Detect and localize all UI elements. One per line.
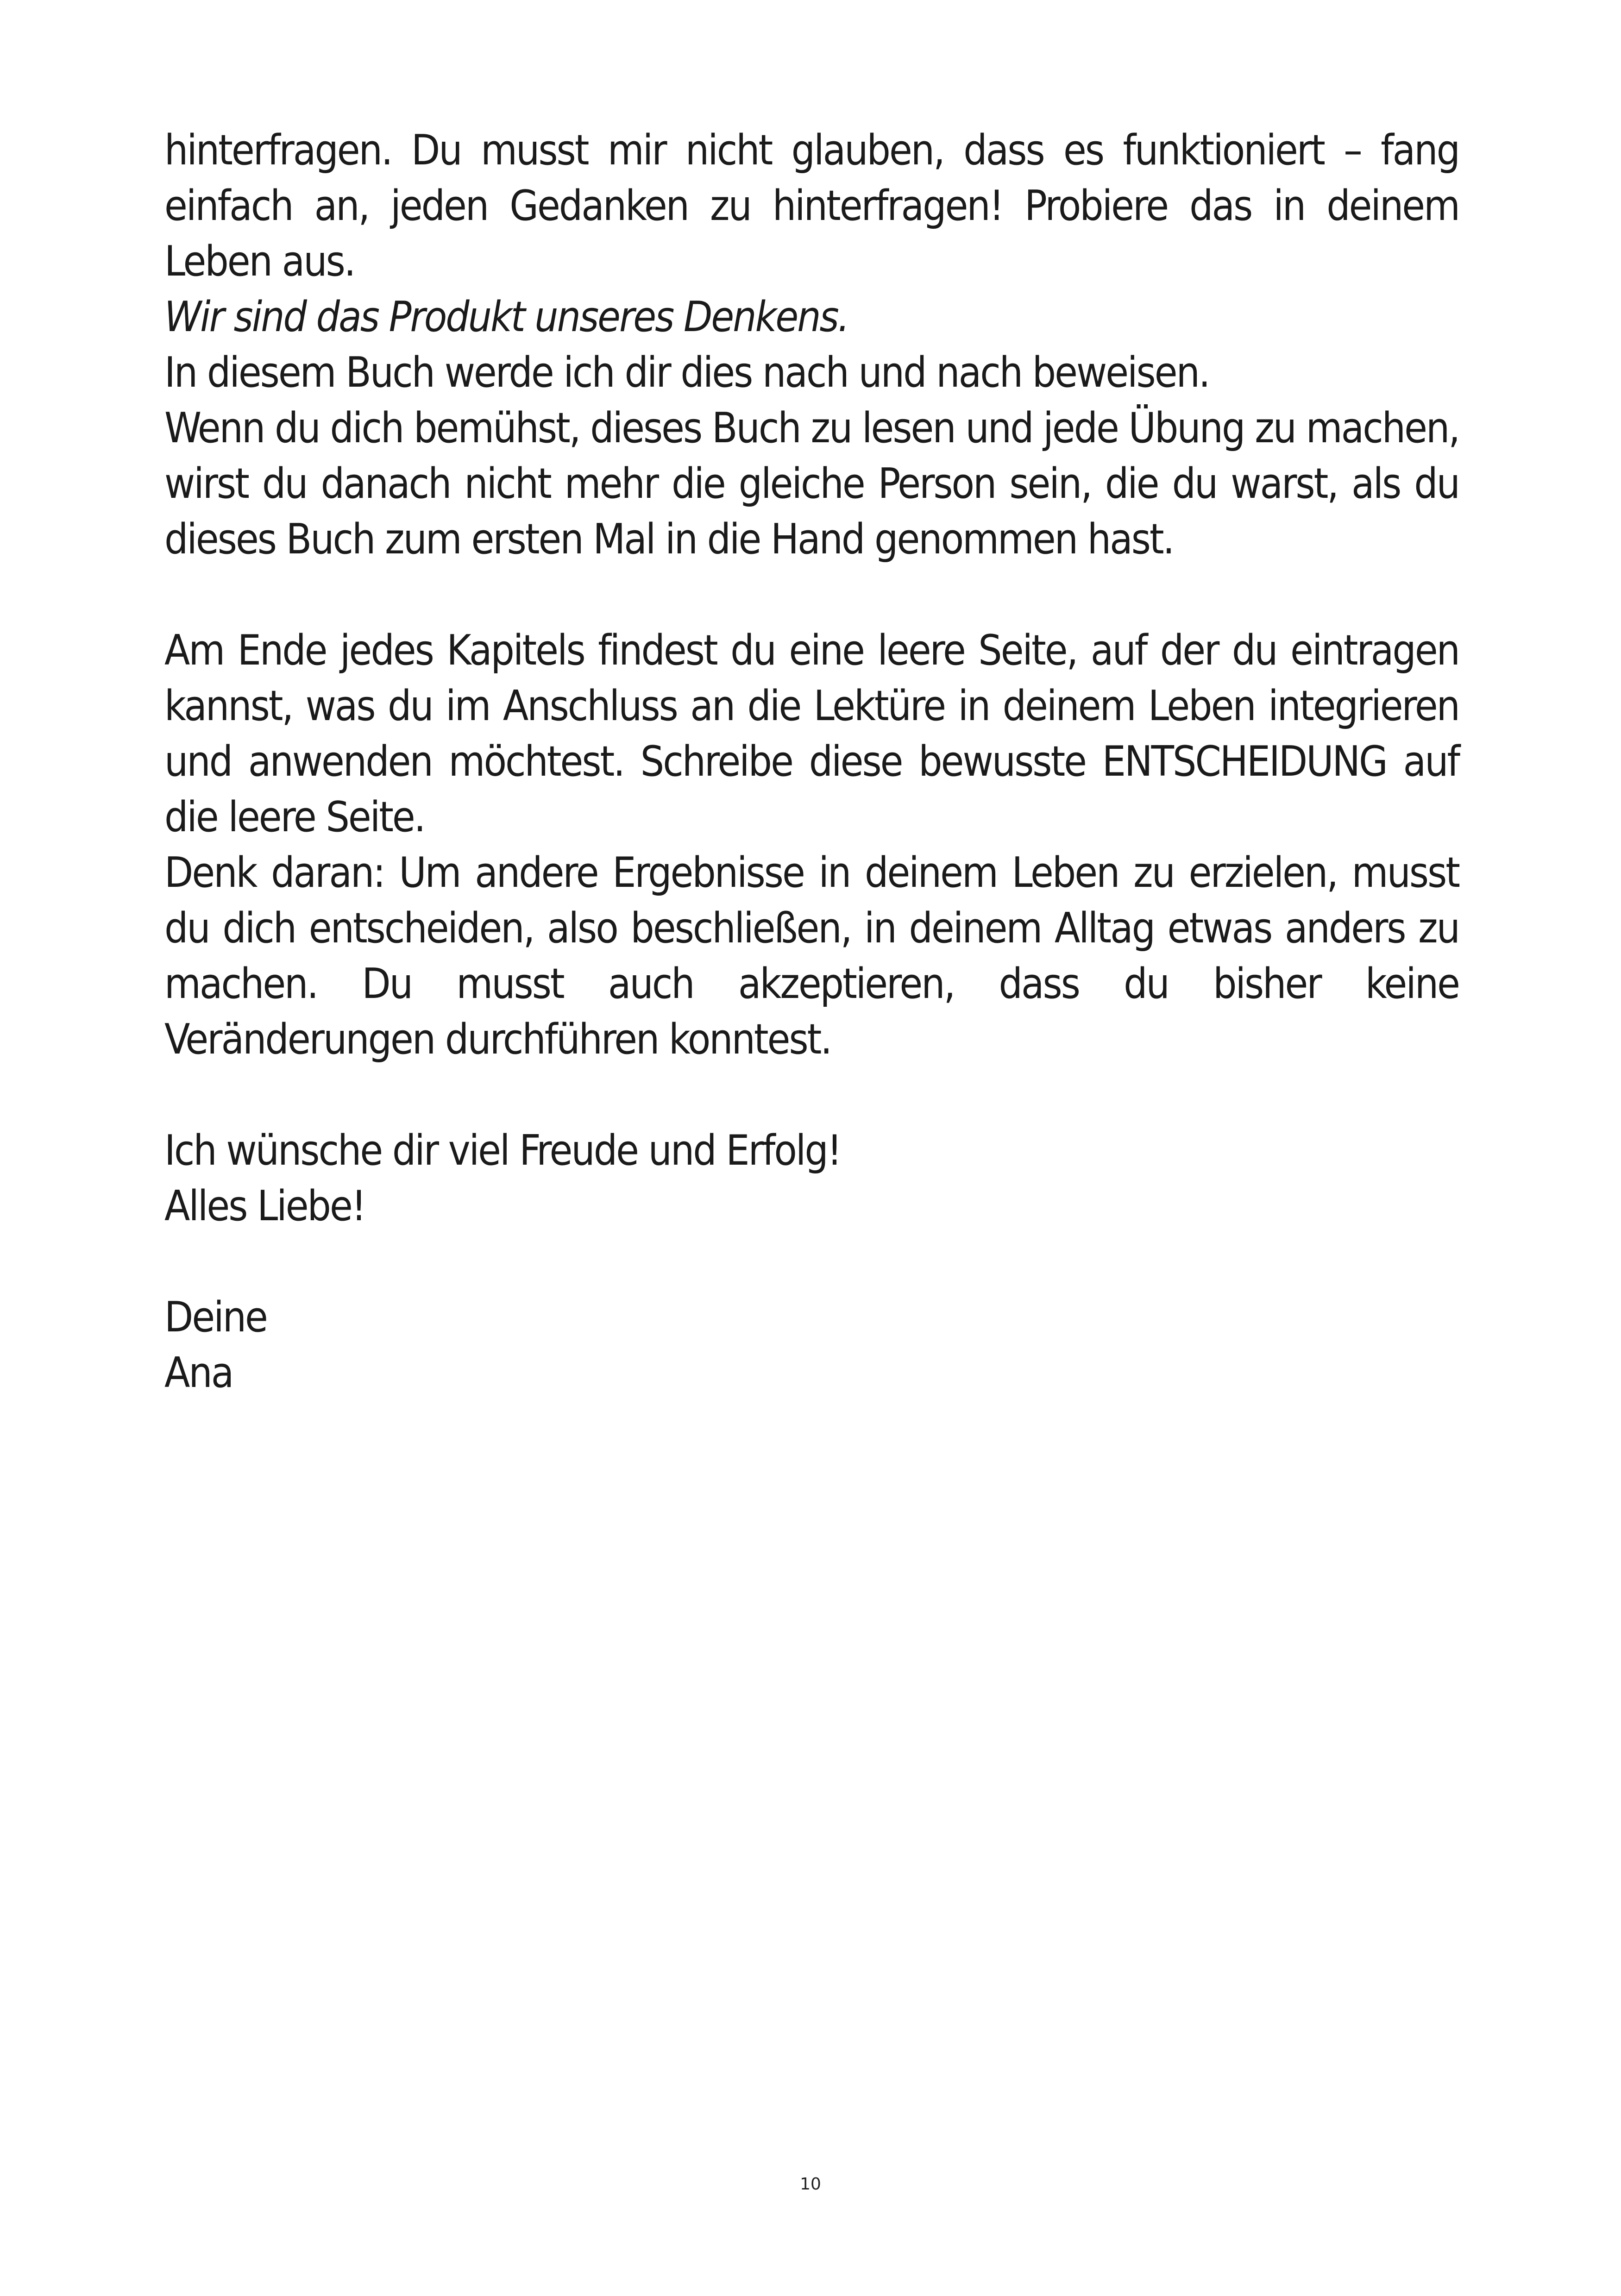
paragraph-hinterfragen: hinterfragen. Du musst mir nicht glauben, dass es funktioniert – fang einfach an, jeden Gedanken zu hinterfragen! Probiere das in deinem Leben aus. bbox=[164, 126, 1459, 286]
page-number: 10 bbox=[800, 2175, 821, 2194]
paragraph-bemuehst: Wenn du dich bemühst, dieses Buch zu lesen und jede Übung zu machen, wirst du danach nicht mehr die gleiche Person sein, die du warst, als du dieses Buch zum ersten Mal in die Hand genommen hast. bbox=[164, 404, 1459, 564]
body-text bbox=[164, 123, 1459, 1401]
signature-name: Ana bbox=[164, 1349, 233, 1397]
signature-deine: Deine bbox=[164, 1293, 267, 1342]
paragraph-denk-daran: Denk daran: Um andere Ergebnisse in deinem Leben zu erzielen, musst du dich entscheiden, also beschließen, in deinem Alltag etwas anders zu machen. Du musst auch akzeptieren, dass du bisher keine Veränderungen durchführen konntest. bbox=[164, 848, 1459, 1064]
paragraph-kapitel-ende: Am Ende jedes Kapitels findest du eine leere Seite, auf der du eintragen kannst, was du im Anschluss an die Lektüre in deinem Leben integrieren und anwenden möchtest. Schreibe diese bewusste ENTSCHEIDUNG auf die leere Seite. bbox=[164, 626, 1459, 841]
paragraph-beweisen: In diesem Buch werde ich dir dies nach und nach beweisen. bbox=[164, 348, 1209, 397]
closing-wish: Ich wünsche dir viel Freude und Erfolg! bbox=[164, 1126, 841, 1175]
closing-greeting: Alles Liebe! bbox=[164, 1182, 365, 1230]
paragraph-spacer bbox=[164, 1234, 1459, 1290]
paragraph-spacer bbox=[164, 1067, 1459, 1123]
paragraph-spacer bbox=[164, 567, 1459, 623]
paragraph-italic-quote: Wir sind das Produkt unseres Denkens. bbox=[164, 293, 848, 341]
